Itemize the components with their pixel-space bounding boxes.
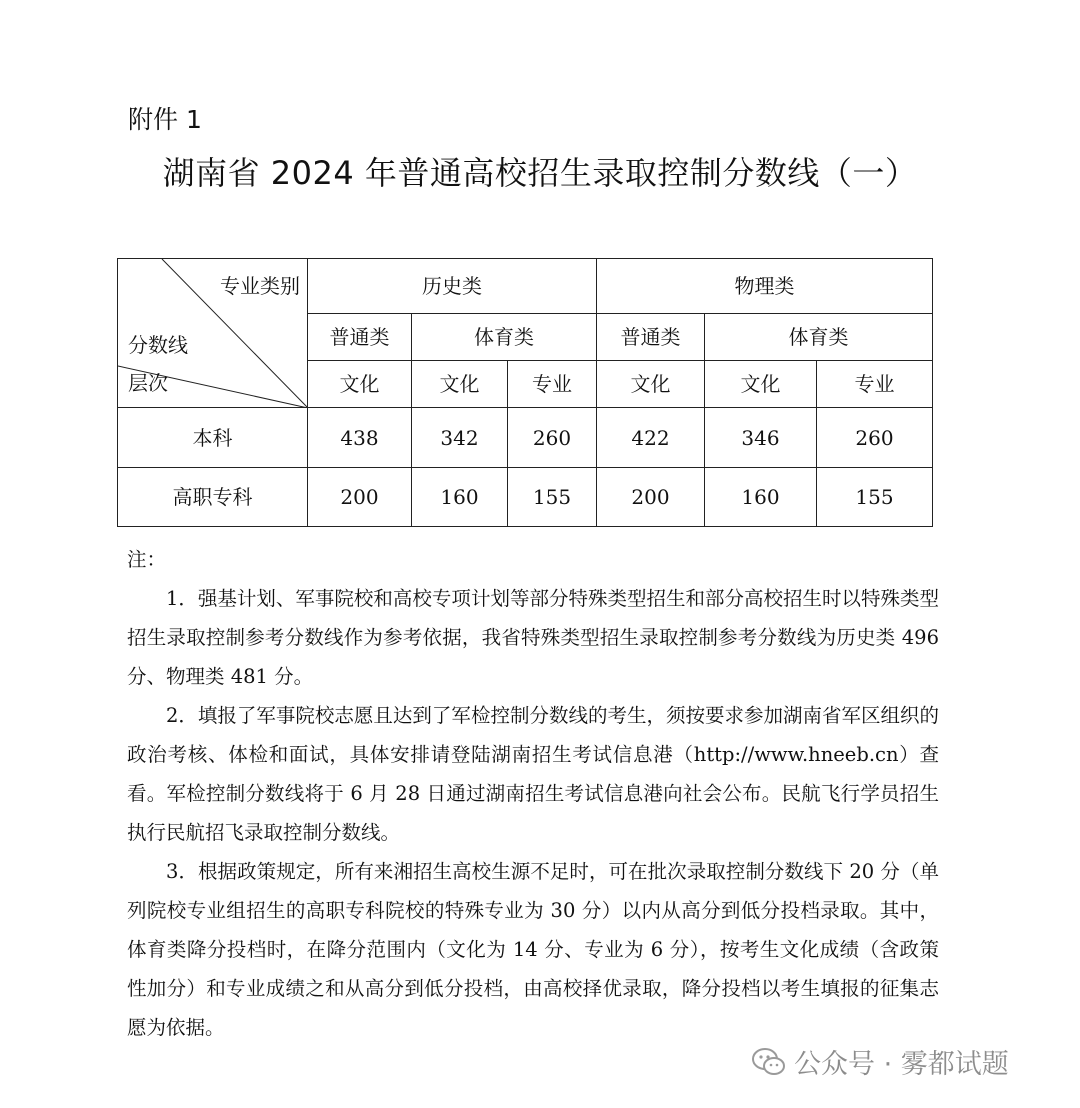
column-header: 文化 xyxy=(705,361,817,408)
row-level-label: 高职专科 xyxy=(118,468,308,527)
note-item-2: 2．填报了军事院校志愿且达到了军检控制分数线的考生，须按要求参加湖南省军区组织的政治考核、体检和面试，具体安排请登陆湖南招生考试信息港（http://www.hneeb.cn）查看。军检控制分数线将于 6 月 28 日通过湖南招生考试信息港向社会公布。民航飞行学员招生执行民航招飞录取控制分数线。 xyxy=(127,704,939,844)
note-item-1: 1．强基计划、军事院校和高校专项计划等部分特殊类型招生和部分高校招生时以特殊类型招生录取控制参考分数线作为参考依据，我省特殊类型招生录取控制参考分数线为历史类 496 分、物理类 481 分。 xyxy=(127,587,939,688)
watermark-text: 公众号 · 雾都试题 xyxy=(794,1049,1009,1080)
notes-section xyxy=(127,540,939,1047)
column-header: 文化 xyxy=(308,361,412,408)
score-cell: 160 xyxy=(412,468,508,527)
corner-category-label: 专业类别 xyxy=(220,274,300,298)
table-corner-cell xyxy=(118,259,308,408)
score-cell: 200 xyxy=(597,468,705,527)
group-header-physics: 物理类 xyxy=(597,259,933,314)
subgroup-header: 体育类 xyxy=(412,314,597,361)
group-header-history: 历史类 xyxy=(308,259,597,314)
score-cell: 155 xyxy=(508,468,597,527)
attachment-label: 附件 1 xyxy=(128,105,202,134)
column-header: 文化 xyxy=(597,361,705,408)
score-table xyxy=(117,258,933,527)
score-cell: 260 xyxy=(508,408,597,468)
column-header: 专业 xyxy=(508,361,597,408)
score-cell: 342 xyxy=(412,408,508,468)
page-title: 湖南省 2024 年普通高校招生录取控制分数线（一） xyxy=(162,154,918,192)
score-cell: 422 xyxy=(597,408,705,468)
corner-score-label: 分数线 xyxy=(128,333,188,357)
subgroup-header: 普通类 xyxy=(308,314,412,361)
subgroup-header: 普通类 xyxy=(597,314,705,361)
score-cell: 346 xyxy=(705,408,817,468)
score-cell: 160 xyxy=(705,468,817,527)
subgroup-header: 体育类 xyxy=(705,314,933,361)
row-level-label: 本科 xyxy=(118,408,308,468)
note-item-3: 3．根据政策规定，所有来湘招生高校生源不足时，可在批次录取控制分数线下 20 分（单列院校专业组招生的高职专科院校的特殊专业为 30 分）以内从高分到低分投档录取。其中，体育类降分投档时，在降分范围内（文化为 14 分、专业为 6 分），按考生文化成绩（含政策性加分）和专业成绩之和从高分到低分投档，由高校择优录取，降分投档以考生填报的征集志愿为依据。 xyxy=(127,860,939,1039)
table-row xyxy=(118,408,933,468)
table-row xyxy=(118,468,933,527)
score-cell: 200 xyxy=(308,468,412,527)
corner-level-label: 层次 xyxy=(128,371,168,395)
score-cell: 155 xyxy=(817,468,933,527)
column-header: 专业 xyxy=(817,361,933,408)
column-header: 文化 xyxy=(412,361,508,408)
watermark xyxy=(752,1042,1009,1081)
score-cell: 260 xyxy=(817,408,933,468)
notes-heading: 注： xyxy=(127,548,167,571)
wechat-icon xyxy=(752,1047,786,1077)
score-cell: 438 xyxy=(308,408,412,468)
